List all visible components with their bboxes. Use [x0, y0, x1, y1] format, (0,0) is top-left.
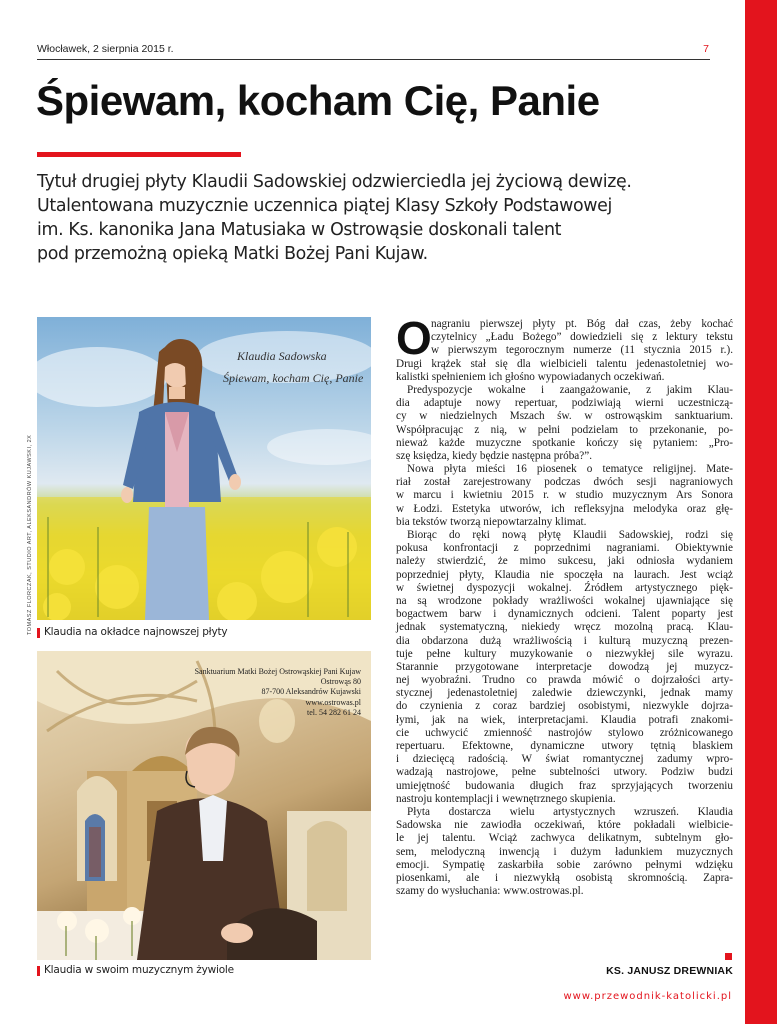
- body-line: Nowa płyta mieści 16 piosenek o tematyce religijnej. Mate-: [407, 463, 733, 476]
- church-photo: [37, 651, 371, 960]
- article-end-mark: [725, 953, 732, 960]
- article-author: KS. JANUSZ DREWNIAK: [606, 965, 733, 977]
- body-line: jednak systematyczną, niekiedy wręcz mozolną pracą. Klau-: [396, 621, 733, 634]
- article-body: [396, 312, 733, 898]
- body-line: na są wrodzone pokłady wrażliwości wokalnej ujawniające się: [396, 594, 733, 607]
- body-line: bia tekstów tworzą niepowtarzalny klimat.: [396, 515, 587, 528]
- body-line: należy stwierdzić, że mimo sukcesu, jaki odniosła wydaniem: [396, 555, 733, 568]
- lead-line: im. Ks. kanonika Jana Matusiaka w Ostrowąsie doskonali talent: [37, 220, 562, 240]
- body-line: bogactwem barw i dynamicznych odcieni. Talent poparty jest: [396, 608, 733, 621]
- photo-credit: [27, 435, 37, 635]
- body-line: w świetnej dyspozycji wokalnej. Źródłem artystycznego pięk-: [396, 581, 733, 594]
- drop-cap: O: [396, 312, 432, 364]
- body-line: cie uchwycić zmienność nastrojów stylowo zróżnicowanego: [396, 726, 733, 739]
- body-line: Sadowska nie zawiodła oczekiwań, które pokładali wielbicie-: [396, 819, 733, 832]
- body-line: repertuaru. Efektowne, dynamiczne utwory tętnią blaskiem: [396, 740, 733, 752]
- body-line: czytelnicy „Ładu Bożego” dowiedzieli się z lektury tekstu: [431, 331, 733, 344]
- address-line: Sanktuarium Matki Bożej Ostrowąskiej Pani Kujaw: [194, 667, 361, 676]
- body-line: nagraniu pierwszej płyty pt. Bóg dał czas, żeby kochać: [431, 318, 733, 330]
- address-line: www.ostrowas.pl: [305, 697, 361, 707]
- body-line: Drugi krążek stał się dla wielbicieli talentu jedenastoletniej wo-: [396, 357, 733, 370]
- lead-line: Tytuł drugiej płyty Klaudii Sadowskiej odzwierciedla jej życiową dewizę.: [37, 172, 632, 192]
- body-line: łymi, jak na wiek, interpretacjami. Klaudia potrafi znakomi-: [396, 713, 733, 726]
- body-line: szamy do wysłuchania: www.ostrowas.pl.: [396, 885, 584, 898]
- body-line: w pierwszym tegorocznym numerze (11 stycznia 2015 r.).: [431, 344, 733, 357]
- lead-line: Utalentowana muzycznie uczennica piątej Klasy Szkoły Podstawowej: [37, 196, 612, 216]
- body-line: dia adaptuje nowy repertuar, podziwiają wierni uczestniczą-: [396, 397, 733, 410]
- body-line: do czynienia z coraz bardziej osobistymi, niezwykle dojrza-: [396, 700, 733, 713]
- body-line: poprzedniej płyty, Klaudia nie spoczęła na laurach. Jest wciąż: [396, 568, 733, 581]
- cover-artist-name: Klaudia Sadowska: [237, 349, 327, 363]
- body-line: szę księdza, kiedy będzie następna próba?”.: [396, 449, 592, 462]
- body-line: le jej talentu. Wciąż zachwyca delikatnym, subtelnym gło-: [396, 832, 733, 845]
- lead-paragraph: [37, 170, 717, 266]
- body-line: i dziecięcą radością. W świat romantycznej zadumy wpro-: [396, 753, 733, 766]
- body-line: Predyspozycje wokalne i zaangażowanie, z jakim Klau-: [407, 383, 733, 396]
- title-underline: [37, 152, 241, 157]
- right-edge-bar: [745, 0, 777, 1024]
- cover-album-title: Śpiewam, kocham Cię, Panie: [223, 371, 364, 385]
- address-line: 87-700 Aleksandrów Kujawski: [261, 687, 361, 697]
- body-line: Starannie przygotowane interpretacje dowodzą jej muzycz-: [396, 660, 733, 673]
- body-line: cy w niedzielnych Mszach św. w ostrowąskim sanktuarium.: [396, 410, 733, 423]
- photo2-caption: Klaudia w swoim muzycznym żywiole: [37, 964, 234, 976]
- album-cover-photo: [37, 317, 371, 620]
- lead-line: pod przemożną opieką Matki Bożej Pani Kujaw.: [37, 244, 428, 264]
- body-line: sem, melodyczną inwencją i dużym ładunkiem muzycznych: [396, 845, 733, 858]
- article-title: Śpiewam, kocham Cię, Panie: [36, 77, 600, 124]
- body-line: tuje pełne kultury muzykowanie o niezwykłej sile wyrazu.: [396, 647, 733, 660]
- photo-credit-text: TOMASZ FLORCZAK, STUDIO ART, ALEKSANDRÓW KUJAWSKI, 2X: [27, 434, 33, 635]
- body-line: kalistki spełnieniem ich głośno wypowiadanych oczekiwań.: [396, 370, 665, 383]
- page-header: [37, 42, 710, 60]
- body-line: nastroju kontemplacji i wewnętrznego skupienia.: [396, 792, 616, 805]
- sanctuary-address: [195, 667, 361, 718]
- body-line: pokusa konfrontacji z poprzednimi nagraniami. Obiektywnie: [396, 542, 733, 555]
- address-line: Ostrowąs 80: [320, 677, 361, 687]
- address-line: tel. 54 282 61 24: [307, 707, 361, 717]
- footer-url[interactable]: www.przewodnik-katolicki.pl: [563, 991, 732, 1002]
- body-line: Płyta dostarcza wielu artystycznych wzruszeń. Klaudia: [407, 805, 733, 818]
- page-number: 7: [703, 43, 709, 55]
- body-line: dia obdarzona dużą wrażliwością i kulturą muzyczną prezen-: [396, 634, 733, 647]
- issue-date: Włocławek, 2 sierpnia 2015 r.: [37, 43, 174, 55]
- body-line: emocji. Sympatię zaskarbiła sobie zarówno pełnymi wdzięku: [396, 858, 733, 871]
- body-line: Współpracując z nią, w pełni podzielam to przekonanie, po-: [396, 423, 733, 436]
- body-line: piosenkami, ale i niezwykłą osobistą skromnością. Zapra-: [396, 871, 733, 884]
- body-line: riał został zarejestrowany podczas dwóch sesji nagraniowych: [396, 476, 733, 489]
- body-line: nieważ każde muzyczne spotkanie kończy się pytaniem: „Pro-: [396, 436, 733, 449]
- body-line: Biorąc do ręki nową płytę Klaudii Sadowskiej, rodzi się: [407, 529, 733, 541]
- body-line: w Łodzi. Estetyka utworów, ich refleksyjna melodyka oraz głę-: [396, 502, 733, 515]
- body-line: umiejętność budowania długich fraz sprzyjających tworzeniu: [396, 779, 733, 792]
- body-line: w marcu i kwietniu 2015 r. w studio muzycznym Ars Sonora: [396, 489, 733, 502]
- photo1-caption: Klaudia na okładce najnowszej płyty: [37, 626, 227, 638]
- body-line: stycznej jedenastoletniej zaledwie dziewczynki, jednak mamy: [396, 687, 733, 700]
- body-line: wadzają nastrojowe, pełne subtelności utwory. Podziw budzi: [396, 766, 733, 779]
- body-line: nej wyobraźni. Trudno co prawda mówić o dojrzałości arty-: [396, 674, 733, 687]
